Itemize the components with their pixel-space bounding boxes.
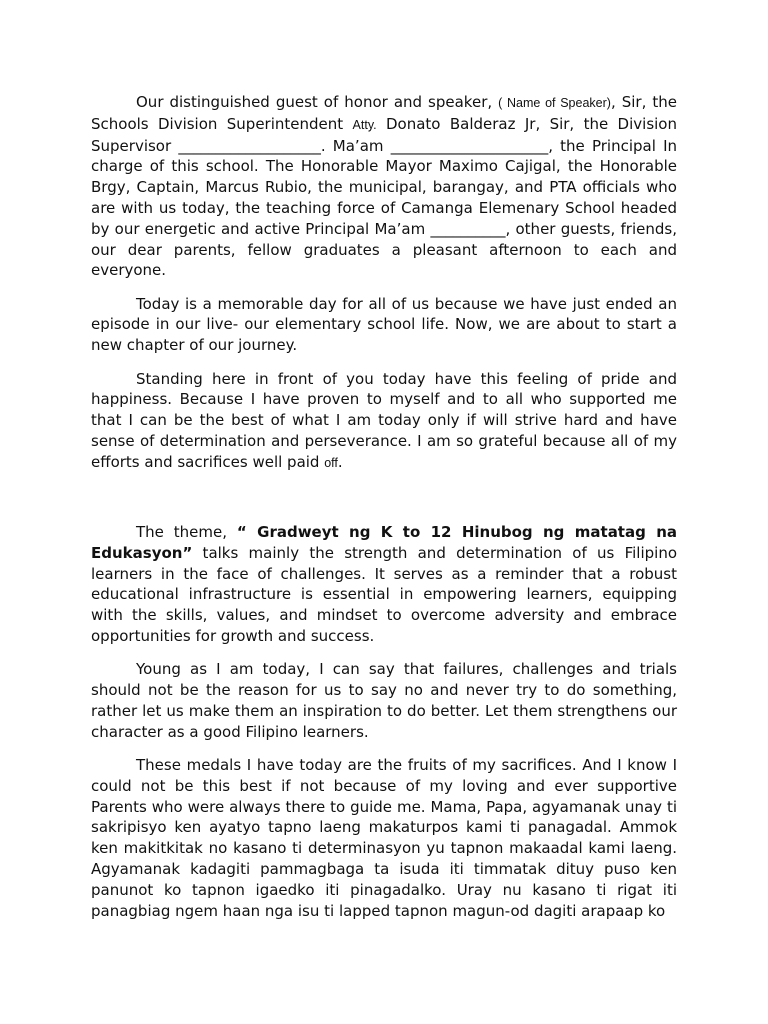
paragraph-young [91,659,677,742]
speech-document [91,92,677,934]
speaker-placeholder: ( Name of Speaker) [498,96,611,110]
title-abbrev: Atty. [352,117,377,132]
text-run: , Sir, the Schools Division Superintendent [91,93,677,133]
blank-line [91,486,677,522]
paragraph-memorable-day [91,294,677,356]
paragraph-pride [91,369,677,474]
paragraph-medals [91,755,677,921]
text-run: These medals I have today are the fruits of my sacrifices. And I know I could not be this best if not because of my loving and ever supportive Parents who were always there to guide me. Mama, Papa, agyamanak unay ti sakripisyo ken ayatyo tapno laeng makaturpos kami ti panagadal. Ammok ken makitkitak no kasano ti determinasyon yu tapnon makaadal kami laeng. Agyamanak kadagiti pammagbaga ta isuda iti timmatak dituy puso ken panunot ko tapnon igaedko iti pinagadalko. Uray nu kasano ti rigat iti panagbiag ngem haan nga isu ti lapped tapnon magun-od dagiti arapaap ko [91,756,677,920]
paragraph-greeting [91,92,677,281]
text-run: Today is a memorable day for all of us because we have just ended an episode in our live- our elementary school life. Now, we are about to start a new chapter of our journey. [91,294,677,355]
theme-title: “ Gradweyt ng K to 12 Hinubog ng matatag na Edukasyon” [91,523,677,562]
text-run: Our distinguished guest of honor and speaker, [136,93,499,111]
text-run: Donato Balderaz Jr, Sir, the Division Supervisor ___________________. Ma’am _____________________, the Principal In charge of this school. The Honorable Mayor Maximo Cajigal, the Honorable Brgy, Captain, Marcus Rubio, the municipal, barangay, and PTA officials who are with us today, the teaching force of Camanga Elemenary School headed by our energetic and active Principal Ma’am __________, other guests, friends, our dear parents, fellow graduates a pleasant afternoon to each and everyone. [91,114,677,280]
text-run-small: off [324,455,338,470]
text-run: Standing here in front of you today have this feeling of pride and happiness. Because I have proven to myself and to all who supported me that I can be the best of what I am today only if will strive hard and have sense of determination and perseverance. I am so grateful because all of my efforts and sacrifices well paid [91,369,677,471]
paragraph-theme [91,522,677,647]
text-run: talks mainly the strength and determination of us Filipino learners in the face of challenges. It serves as a reminder that a robust educational infrastructure is essential in empowering learners, equipping with the skills, values, and mindset to overcome adversity and embrace opportunities for growth and success. [91,543,677,646]
text-run: The theme, [136,523,237,542]
text-run: . [337,452,343,471]
text-run: Young as I am today, I can say that failures, challenges and trials should not be the reason for us to say no and never try to do something, rather let us make them an inspiration to do better. Let them strengthens our character as a good Filipino learners. [91,660,677,741]
